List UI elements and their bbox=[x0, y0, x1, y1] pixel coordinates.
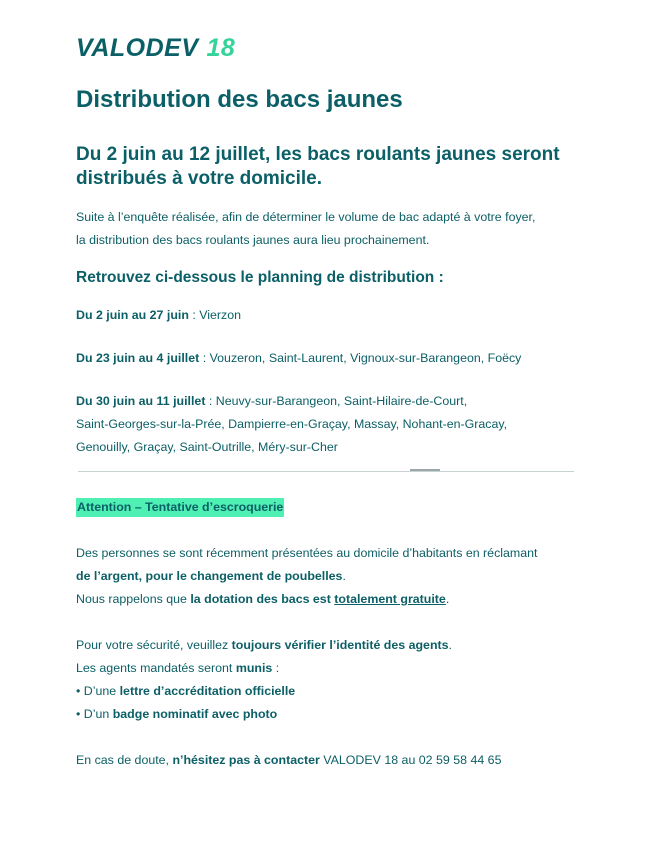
bullet-item-bold: lettre d’accréditation officielle bbox=[119, 684, 296, 698]
free-emphasis: totalement gratuite bbox=[334, 592, 446, 606]
logo-number: 18 bbox=[206, 34, 236, 62]
page-title: Distribution des bacs jaunes bbox=[76, 86, 403, 113]
attention-label: Attention – Tentative d’escroquerie bbox=[76, 498, 284, 517]
agents-text: Les agents mandatés seront bbox=[76, 661, 236, 675]
contact-text: VALODEV 18 au 02 59 58 44 65 bbox=[319, 753, 502, 767]
valodev-logo bbox=[76, 34, 235, 63]
scam-warning-paragraph bbox=[76, 542, 596, 611]
contact-paragraph bbox=[76, 749, 596, 772]
schedule-dates: Du 23 juin au 4 juillet bbox=[76, 351, 200, 365]
intro-paragraph bbox=[76, 206, 596, 252]
reminder-text: . bbox=[445, 592, 450, 606]
scam-text-bold: de l’argent, pour le changement de poubelles bbox=[76, 569, 343, 583]
section-divider bbox=[78, 471, 574, 472]
divider-mark bbox=[410, 469, 440, 471]
contact-text-bold: n’hésitez pas à contacter bbox=[172, 753, 320, 767]
security-text-bold: toujours vérifier l’identité des agents bbox=[231, 638, 449, 652]
logo-name: VALODEV bbox=[76, 34, 199, 62]
schedule-places-line-2: Saint-Georges-sur-la-Prée, Dampierre-en-Graçay, Massay, Nohant-en-Gracay, bbox=[76, 417, 508, 431]
agents-text: : bbox=[272, 661, 280, 675]
schedule-places-line-3: Genouilly, Graçay, Saint-Outrille, Méry-sur-Cher bbox=[76, 440, 338, 454]
reminder-text-bold: la dotation des bacs est bbox=[190, 592, 335, 606]
contact-text: En cas de doute, bbox=[76, 753, 173, 767]
planning-heading: Retrouvez ci-dessous le planning de distribution : bbox=[76, 269, 444, 286]
bullet-item: • D’un bbox=[76, 707, 113, 721]
schedule-places: : Vierzon bbox=[188, 308, 242, 322]
page-subtitle: Du 2 juin au 12 juillet, les bacs roulants jaunes seront distribués à votre domicile. bbox=[76, 144, 560, 189]
bullet-item-bold: badge nominatif avec photo bbox=[112, 707, 278, 721]
scam-text: Des personnes se sont récemment présentées au domicile d’habitants en réclamant bbox=[76, 546, 538, 560]
intro-line-1: Suite à l’enquête réalisée, afin de déterminer le volume de bac adapté à votre foyer, bbox=[76, 210, 536, 224]
schedule-dates: Du 2 juin au 27 juin bbox=[76, 308, 189, 322]
agents-text-bold: munis bbox=[235, 661, 273, 675]
schedule-dates: Du 30 juin au 11 juillet bbox=[76, 394, 206, 408]
scam-text: . bbox=[342, 569, 346, 583]
security-paragraph bbox=[76, 634, 596, 726]
schedule-item bbox=[76, 390, 596, 459]
bullet-item: • D’une bbox=[76, 684, 120, 698]
security-text: . bbox=[448, 638, 452, 652]
schedule-item bbox=[76, 304, 596, 327]
security-text: Pour votre sécurité, veuillez bbox=[76, 638, 232, 652]
schedule-places: : Neuvy-sur-Barangeon, Saint-Hilaire-de-Court, bbox=[205, 394, 468, 408]
schedule-places: : Vouzeron, Saint-Laurent, Vignoux-sur-Barangeon, Foëcy bbox=[199, 351, 522, 365]
schedule-item bbox=[76, 347, 596, 370]
reminder-text: Nous rappelons que bbox=[76, 592, 191, 606]
intro-line-2: la distribution des bacs roulants jaunes aura lieu prochainement. bbox=[76, 233, 430, 247]
